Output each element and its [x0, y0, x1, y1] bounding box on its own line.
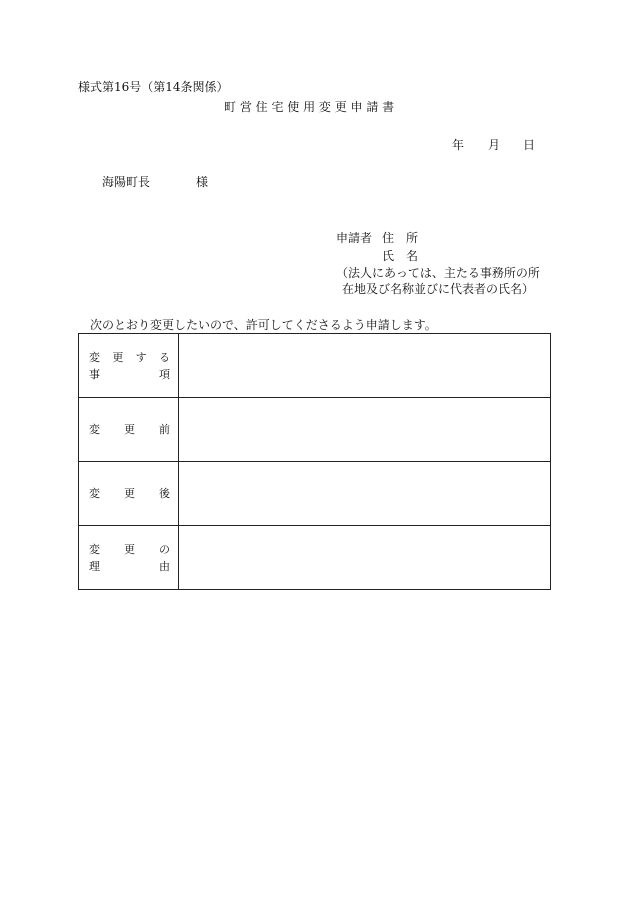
row-value-field[interactable] [179, 526, 551, 590]
table-row [79, 334, 551, 398]
row-value-field[interactable] [179, 398, 551, 462]
row-label-line1 [89, 421, 170, 438]
addressee-honorific: 様 [196, 175, 209, 189]
row-label [79, 421, 178, 438]
row-label-line2 [89, 366, 170, 383]
document-title: 町 営 住 宅 使 用 変 更 申 請 書 [224, 100, 395, 114]
row-label-char: 後 [159, 487, 170, 500]
row-label-char: す [135, 350, 147, 364]
table-row [79, 526, 551, 590]
row-value-field[interactable] [179, 334, 551, 398]
row-label-char: 事 [89, 367, 100, 381]
row-label-char: る [158, 350, 170, 364]
row-label-char: 由 [159, 559, 170, 573]
addressee-name: 海陽町長 [102, 175, 151, 189]
row-label-char: 変 [89, 487, 100, 500]
request-statement: 次のとおり変更したいので、許可してくださるよう申請します。 [90, 318, 437, 332]
row-label-char: 変 [89, 423, 100, 436]
row-label-char: 変 [89, 350, 100, 364]
row-label-char: 更 [124, 423, 135, 436]
form-number: 様式第16号（第14条関係） [78, 80, 229, 94]
row-label-line1 [89, 485, 170, 502]
applicant-note-line1: （法人にあっては、主たる事務所の所 [336, 266, 540, 280]
row-label-char: 更 [124, 542, 135, 556]
month-label: 月 [488, 138, 501, 152]
change-details-table [78, 333, 551, 590]
row-label-line2 [89, 558, 170, 575]
day-label: 日 [523, 138, 536, 152]
row-label [79, 349, 178, 383]
row-label-cell [79, 334, 179, 398]
table-row [79, 462, 551, 526]
row-label-char: 更 [124, 487, 135, 500]
row-label-char: 変 [89, 542, 100, 556]
row-label-cell [79, 462, 179, 526]
row-label-char: の [159, 542, 170, 556]
row-label-line1 [89, 541, 170, 558]
row-value-field[interactable] [179, 462, 551, 526]
row-label-char: 理 [89, 559, 100, 573]
table-row [79, 398, 551, 462]
row-label [79, 485, 178, 502]
row-label-cell [79, 526, 179, 590]
row-label-char: 項 [159, 367, 170, 381]
name-label: 氏 名 [382, 249, 419, 263]
row-label-cell [79, 398, 179, 462]
row-label-char: 更 [112, 350, 124, 364]
row-label-line1 [89, 349, 170, 366]
year-label: 年 [452, 138, 465, 152]
row-label [79, 541, 178, 575]
row-label-char: 前 [159, 423, 170, 436]
applicant-label: 申請者 [336, 231, 373, 245]
address-label: 住 所 [382, 231, 419, 245]
applicant-note-line2: 在地及び名称並びに代表者の氏名） [342, 282, 535, 296]
